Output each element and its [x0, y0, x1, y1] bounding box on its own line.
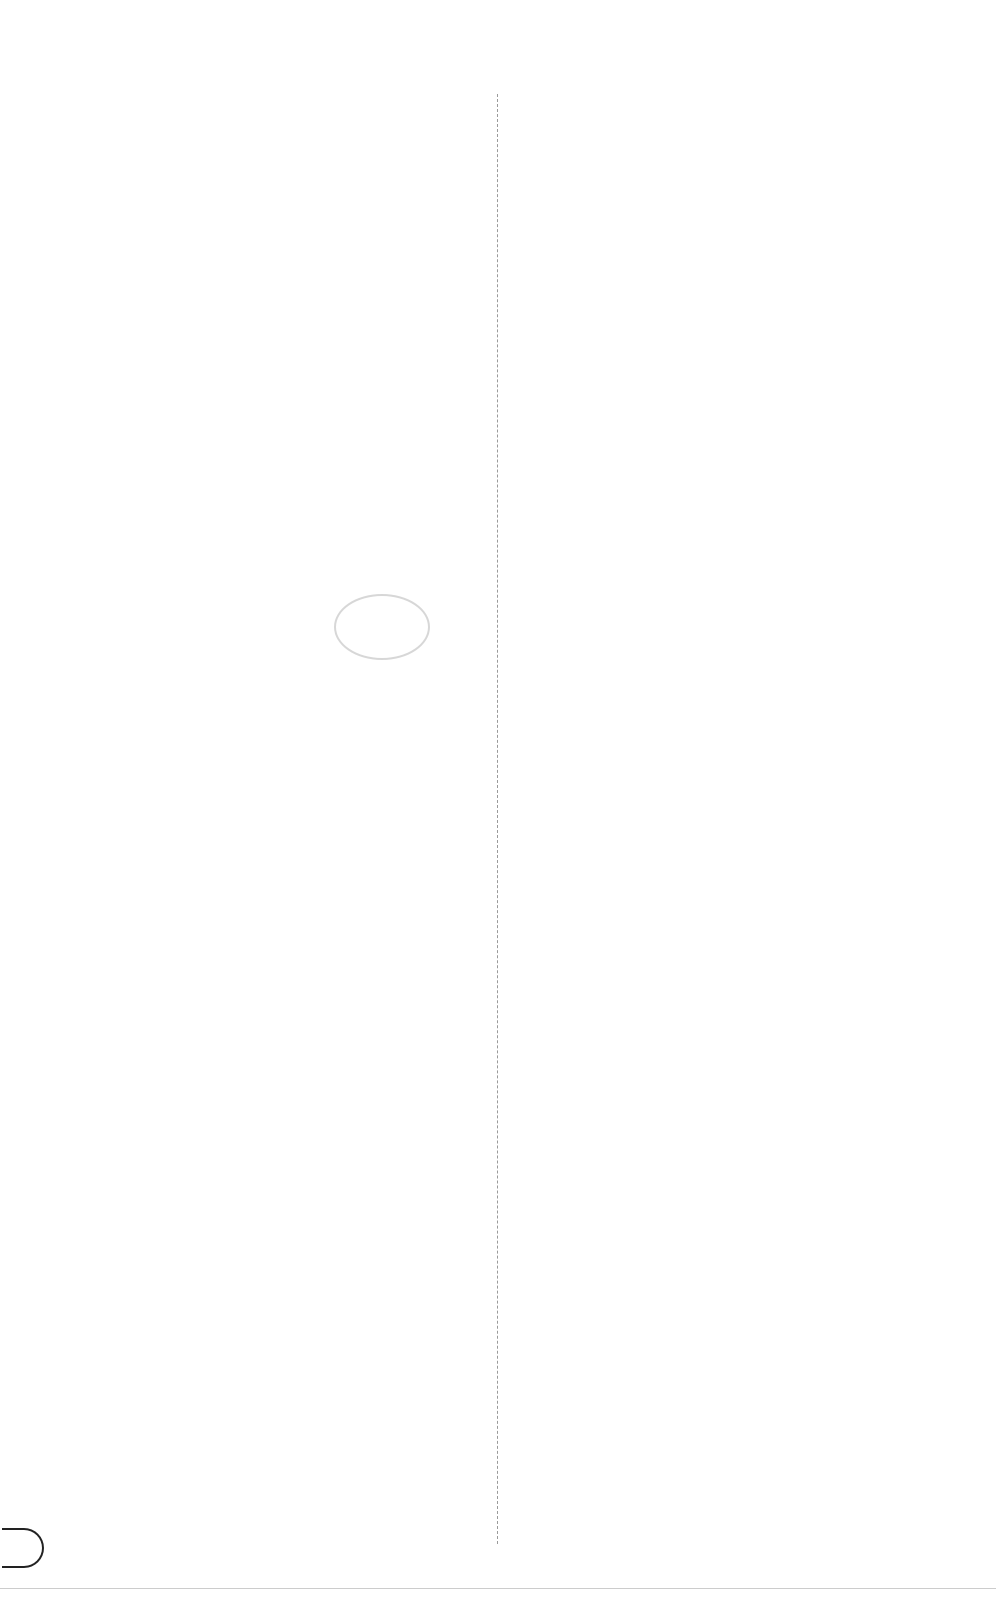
page-number [2, 1528, 44, 1568]
footer-line [0, 1588, 996, 1589]
watermark-stamp [334, 594, 430, 660]
column-divider [497, 94, 498, 1544]
